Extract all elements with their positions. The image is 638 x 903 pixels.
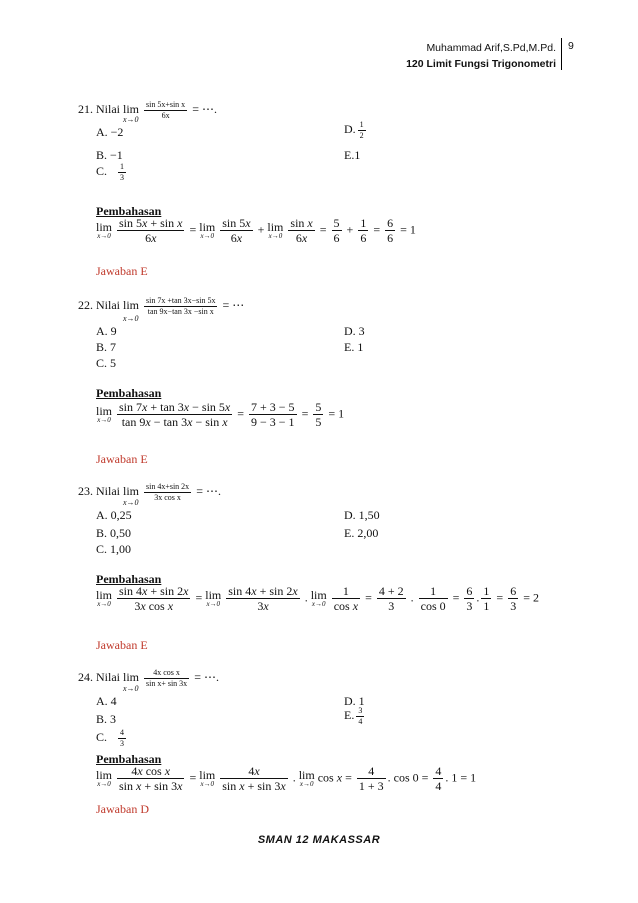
document-subtitle: 120 Limit Fungsi Trigonometri bbox=[406, 58, 556, 70]
option-e: E. $\frac{3}{4}$ bbox=[344, 706, 363, 726]
option-b: B. 3 bbox=[96, 712, 117, 726]
answer: Jawaban E bbox=[96, 452, 148, 466]
option-d: D. 1,50 bbox=[344, 508, 380, 522]
option-b: B. 7 bbox=[96, 340, 117, 354]
header-divider bbox=[561, 38, 562, 70]
limit-subscript: x→0 bbox=[123, 684, 139, 693]
question-21: 21. Nilai lim $\frac{\text{sin 5x+sin x}}{6x}$ = ⋯. bbox=[78, 100, 217, 120]
option-d: D. 1 bbox=[344, 694, 365, 708]
solution-equation: lim x→0 $\frac{\text{4x cos x}}{\text{sin x + sin 3x}}$ = lim x→0 $\frac{4x}{\text{sin x + sin 3x}}$ . lim x→0 cos x = $\frac{4}{1 + 3}$ . cos 0 = $\frac{4}{4}$ . 1 = 1 bbox=[96, 764, 477, 794]
option-e: E. 1 bbox=[344, 340, 364, 354]
solution-heading: Pembahasan bbox=[96, 386, 162, 400]
solution-equation: lim x→0 $\frac{\text{sin 5x + sin x}}{6x}$ = lim x→0 $\frac{\sin 5x}{6x}$ + lim x→0 $\frac{\text{sin x}}{6x}$ = $\frac{5}{6}$ + $\frac{1}{6}$ = $\frac{6}{6}$ = 1 bbox=[96, 216, 416, 246]
solution-heading: Pembahasan bbox=[96, 204, 162, 218]
page-number: 9 bbox=[568, 40, 574, 52]
page-header bbox=[406, 40, 556, 72]
limit-subscript: x→0 bbox=[123, 498, 139, 507]
option-b: B. 0,50 bbox=[96, 526, 132, 540]
question-fraction: $\frac{\text{sin 5x+sin x}}{6x}$ bbox=[146, 100, 186, 120]
option-a: A. 4 bbox=[96, 694, 117, 708]
option-c: C. 1,00 bbox=[96, 542, 132, 556]
question-22: 22. Nilai lim $\frac{\sin 7x +\tan 3x-\sin 5x}{\text{tan 9x−tan 3x −sin x}}$ = ⋯ bbox=[78, 296, 245, 316]
question-prefix: 21. Nilai lim bbox=[78, 101, 139, 116]
option-a: A. 0,25 bbox=[96, 508, 132, 522]
option-d: D. 3 bbox=[344, 324, 365, 338]
option-e: E. 2,00 bbox=[344, 526, 379, 540]
option-c: C. $\frac{4}{3}$ bbox=[96, 728, 125, 748]
question-24: 24. Nilai lim $\frac{\text{4x cos x}}{\text{sin x+ sin 3x}}$ = ⋯. bbox=[78, 668, 219, 688]
solution-equation: lim x→0 $\frac{\sin 4x + \sin 2x}{\text{3x cos x}}$ = lim x→0 $\frac{\sin 4x + \sin 2x}{3x}$ . lim x→0 $\frac{1}{\text{cos x}}$ = $\frac{4 + 2}{3}$ . $\frac{1}{\cos 0}$ = $\frac{6}{3}$ . $\frac{1}{1}$ = $\frac{6}{3}$ = 2 bbox=[96, 584, 539, 614]
answer: Jawaban E bbox=[96, 264, 148, 278]
solution-equation: lim x→0 $\frac{\sin 7x + \tan 3x - \sin 5x}{\text{tan 9x − tan 3x − sin x}}$ = $\frac{7 + 3 - 5}{9 - 3 - 1}$ = $\frac{5}{5}$ = 1 bbox=[96, 400, 345, 430]
option-d: D. $\frac{1}{2}$ bbox=[344, 120, 364, 140]
option-c: C. 5 bbox=[96, 356, 117, 370]
limit-subscript: x→0 bbox=[123, 314, 139, 323]
limit-subscript: x→0 bbox=[123, 115, 139, 124]
solution-heading: Pembahasan bbox=[96, 572, 162, 586]
author-name: Muhammad Arif,S.Pd,M.Pd. bbox=[426, 42, 556, 54]
school-footer: SMAN 12 MAKASSAR bbox=[257, 834, 381, 846]
question-23: 23. Nilai lim $\frac{\sin 4x+\sin 2x}{\text{3x cos x}}$ = ⋯. bbox=[78, 482, 221, 502]
answer: Jawaban E bbox=[96, 638, 148, 652]
option-a: A. −2 bbox=[96, 125, 124, 139]
option-e: E.1 bbox=[344, 148, 361, 162]
option-b: B. −1 bbox=[96, 148, 123, 162]
option-c: C. $\frac{1}{3}$ bbox=[96, 162, 125, 182]
option-a: A. 9 bbox=[96, 324, 117, 338]
solution-heading: Pembahasan bbox=[96, 752, 162, 766]
answer: Jawaban D bbox=[96, 802, 149, 816]
